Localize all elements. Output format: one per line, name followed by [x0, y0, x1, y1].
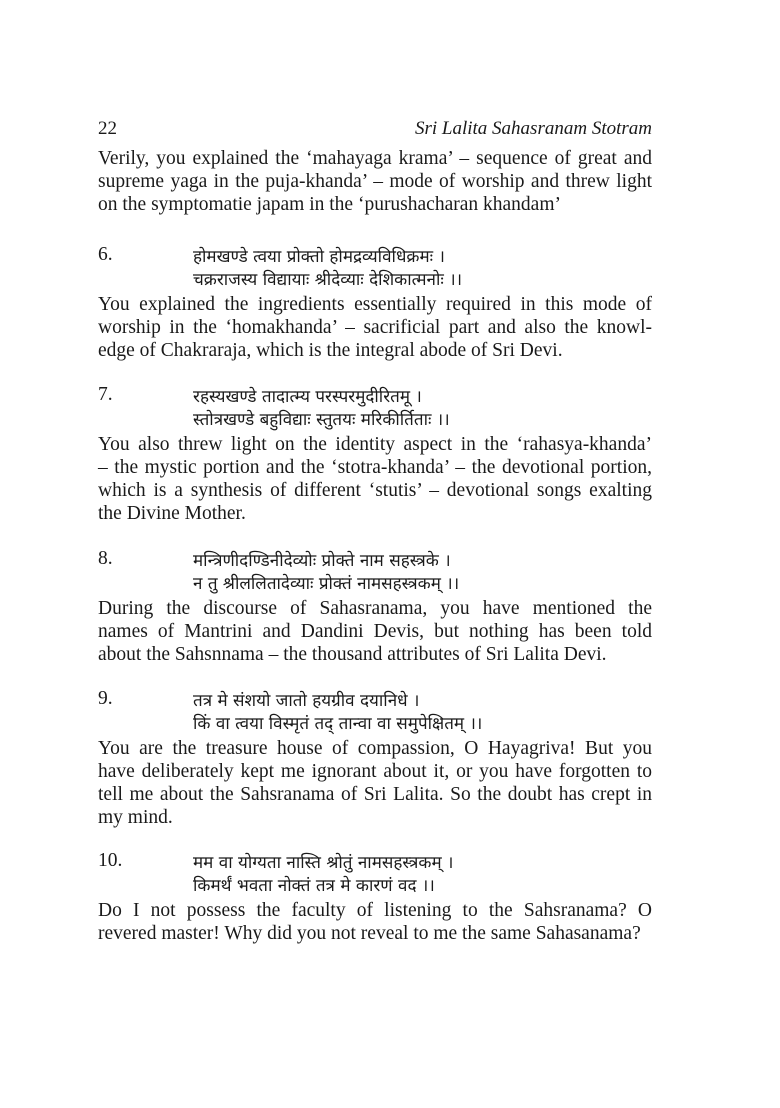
sanskrit-verse-line: न तु श्रीललितादेव्याः प्रोक्तं नामसहस्त्रकम् ।। — [193, 574, 460, 594]
translation-line: You explained the ingredients essentially required in this mode of — [98, 294, 652, 315]
translation-line: – the mystic portion and the ‘stotra-khanda’ – the devotional portion, — [98, 457, 652, 478]
translation-line: worship in the ‘homakhanda’ – sacrificial part and also the knowl- — [98, 317, 652, 338]
sanskrit-verse-line: होमखण्डे त्वया प्रोक्तो होमद्रव्यविधिक्रमः । — [193, 247, 445, 267]
translation-line: You are the treasure house of compassion, O Hayagriva! But you — [98, 738, 652, 759]
intro-line: on the symptomatie japam in the ‘purushacharan khandam’ — [98, 194, 561, 215]
translation-line: my mind. — [98, 807, 173, 828]
verse-number: 7. — [98, 384, 113, 405]
translation-line: Do I not possess the faculty of listening to the Sahsranama? O — [98, 900, 652, 921]
intro-line: Verily, you explained the ‘mahayaga krama’ – sequence of great and — [98, 148, 652, 169]
sanskrit-verse-line: किमर्थं भवता नोक्तं तत्र मे कारणं वद ।। — [193, 876, 435, 896]
sanskrit-verse-line: मन्त्रिणीदण्डिनीदेव्योः प्रोक्ते नाम सहस्त्रके । — [193, 551, 451, 571]
verse-number: 8. — [98, 548, 113, 569]
translation-line: During the discourse of Sahasranama, you have mentioned the — [98, 598, 652, 619]
sanskrit-verse-line: चक्रराजस्य विद्यायाः श्रीदेव्याः देशिकात्मनोः ।। — [193, 270, 463, 290]
translation-line: about the Sahsnnama – the thousand attributes of Sri Lalita Devi. — [98, 644, 607, 665]
intro-line: supreme yaga in the puja-khanda’ – mode of worship and threw light — [98, 171, 652, 192]
sanskrit-verse-line: तत्र मे संशयो जातो हयग्रीव दयानिधे । — [193, 691, 420, 711]
sanskrit-verse-line: किं वा त्वया विस्मृतं तद् तान्वा वा समुपेक्षितम् ।। — [193, 714, 483, 734]
translation-line: the Divine Mother. — [98, 503, 246, 524]
running-title: Sri Lalita Sahasranam Stotram — [414, 118, 652, 139]
verse-number: 9. — [98, 688, 113, 709]
translation-line: You also threw light on the identity aspect in the ‘rahasya-khanda’ — [98, 434, 652, 455]
page-number: 22 — [98, 118, 117, 139]
verse-number: 6. — [98, 244, 113, 265]
translation-line: revered master! Why did you not reveal to me the same Sahasanama? — [98, 923, 641, 944]
sanskrit-verse-line: मम वा योग्यता नास्ति श्रोतुं नामसहस्त्रकम् । — [193, 853, 454, 873]
translation-line: have deliberately kept me ignorant about it, or you have forgotten to — [98, 761, 652, 782]
translation-line: tell me about the Sahsranama of Sri Lalita. So the doubt has crept in — [98, 784, 652, 805]
verse-number: 10. — [98, 850, 123, 871]
sanskrit-verse-line: स्तोत्रखण्डे बहुविद्याः स्तुतयः मरिकीर्तिताः ।। — [193, 410, 450, 430]
translation-line: edge of Chakraraja, which is the integral abode of Sri Devi. — [98, 340, 563, 361]
sanskrit-verse-line: रहस्यखण्डे तादात्म्य परस्परमुदीरितमू । — [193, 387, 422, 407]
translation-line: names of Mantrini and Dandini Devis, but nothing has been told — [98, 621, 652, 642]
translation-line: which is a synthesis of different ‘stutis’ – devotional songs exalting — [98, 480, 652, 501]
